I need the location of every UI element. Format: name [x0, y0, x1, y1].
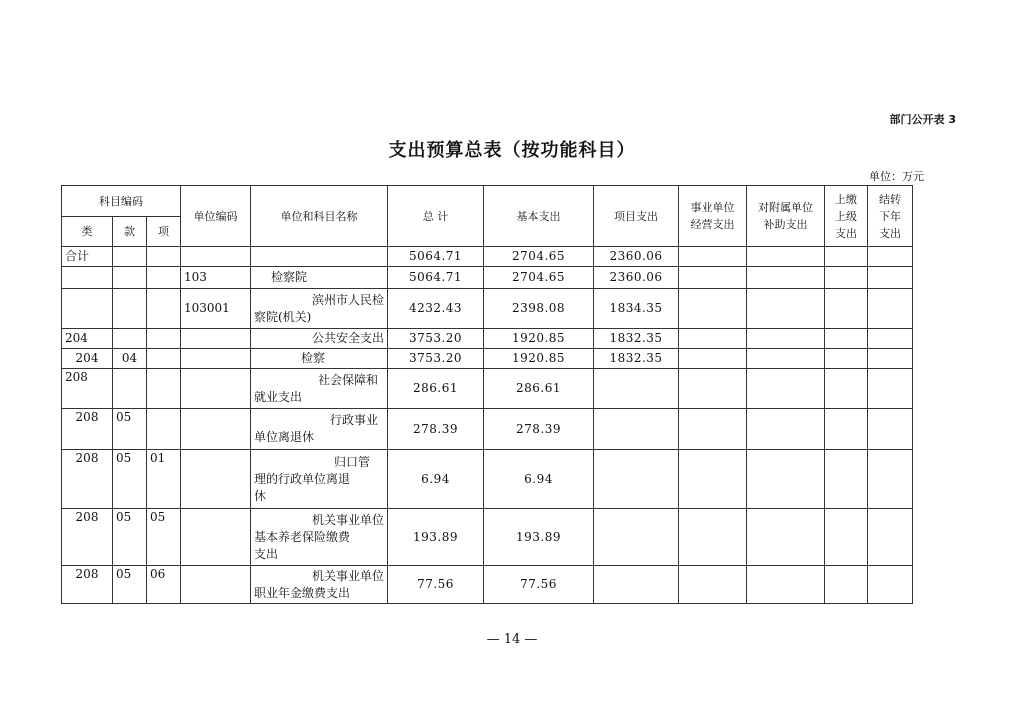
total-header: 总 计: [388, 186, 484, 247]
business-cell: [679, 349, 747, 369]
page-title: 支出预算总表（按功能科目）: [388, 140, 636, 161]
name-cell: [251, 247, 388, 267]
upper-cell: [825, 509, 868, 566]
subsidy-cell: [747, 409, 825, 450]
upper-cell: [825, 289, 868, 329]
table-row: [62, 450, 913, 509]
budget-table: [61, 185, 913, 604]
document-label: 部门公开表 3: [889, 113, 956, 126]
business-cell: [679, 247, 747, 267]
project-header: 项目支出: [594, 186, 679, 247]
section-cell: [113, 247, 147, 267]
upper-cell: [825, 267, 868, 289]
name-cell: [251, 566, 388, 604]
carry-cell: [868, 289, 913, 329]
carry-cell: [868, 450, 913, 509]
item-cell: [147, 289, 181, 329]
name-line: 单位离退休: [254, 430, 315, 444]
item-header: 项: [147, 217, 181, 247]
section-cell: [113, 289, 147, 329]
unit-code-cell: [181, 409, 251, 450]
business-cell: [679, 450, 747, 509]
name-line: 就业支出: [254, 389, 303, 404]
class-cell: [62, 289, 113, 329]
carryover-header: [868, 186, 913, 247]
name-cell: [251, 450, 388, 509]
upper-cell: [825, 450, 868, 509]
name-line: 基本养老保险缴费: [254, 529, 351, 544]
upper-header-line3: 支出: [835, 226, 857, 240]
item-cell: 05: [147, 509, 181, 566]
project-cell: 1832.35: [594, 329, 679, 349]
class-cell: 208: [62, 509, 113, 566]
carry-header-line2: 下年: [879, 209, 901, 223]
subsidy-cell: [747, 349, 825, 369]
upper-cell: [825, 349, 868, 369]
upper-cell: [825, 329, 868, 349]
subsidy-cell: [747, 289, 825, 329]
name-line: 公共安全支出: [311, 331, 384, 345]
unit-code-cell: 103: [181, 267, 251, 289]
name-line: 社会保障和: [317, 372, 378, 387]
section-cell: 04: [113, 349, 147, 369]
name-line: 察院(机关): [254, 309, 312, 324]
carry-cell: [868, 566, 913, 604]
table-row: [62, 267, 913, 289]
project-cell: 2360.06: [594, 247, 679, 267]
business-cell: [679, 289, 747, 329]
name-line: 机关事业单位: [311, 568, 384, 583]
name-line: 检察院: [271, 270, 308, 284]
total-cell: 77.56: [388, 566, 484, 604]
project-cell: [594, 450, 679, 509]
subsidy-cell: [747, 247, 825, 267]
business-header-line1: 事业单位: [690, 201, 735, 214]
item-cell: 06: [147, 566, 181, 604]
table-row: [62, 349, 913, 369]
table-row: [62, 566, 913, 604]
basic-cell: 1920.85: [484, 329, 594, 349]
class-cell: 208: [62, 566, 113, 604]
subsidy-header: [747, 186, 825, 247]
name-line: 职业年金缴费支出: [254, 585, 351, 600]
name-cell: [251, 369, 388, 409]
unit-code-cell: [181, 329, 251, 349]
subsidy-cell: [747, 369, 825, 409]
basic-cell: 2704.65: [484, 267, 594, 289]
business-header-line2: 经营支出: [690, 218, 735, 231]
class-cell: 208: [62, 450, 113, 509]
basic-cell: 2398.08: [484, 289, 594, 329]
project-cell: [594, 369, 679, 409]
item-cell: 01: [147, 450, 181, 509]
table-row: [62, 509, 913, 566]
carry-cell: [868, 349, 913, 369]
basic-cell: 2704.65: [484, 247, 594, 267]
carry-header-line3: 支出: [879, 226, 901, 240]
upper-cell: [825, 409, 868, 450]
project-cell: [594, 509, 679, 566]
name-line: 休: [254, 488, 267, 503]
section-cell: [113, 369, 147, 409]
upper-header-line2: 上级: [835, 209, 857, 223]
header-row-1: [62, 186, 913, 217]
item-cell: [147, 409, 181, 450]
class-cell: 208: [62, 409, 113, 450]
name-cell: [251, 267, 388, 289]
table-row: [62, 329, 913, 349]
unit-code-cell: [181, 349, 251, 369]
carry-cell: [868, 369, 913, 409]
total-cell: 278.39: [388, 409, 484, 450]
name-line: 支出: [254, 546, 279, 561]
section-cell: 05: [113, 409, 147, 450]
business-cell: [679, 509, 747, 566]
name-line: 归口管: [333, 454, 370, 469]
business-cell: [679, 409, 747, 450]
upper-cell: [825, 369, 868, 409]
project-cell: [594, 409, 679, 450]
subsidy-cell: [747, 329, 825, 349]
table-row: [62, 369, 913, 409]
class-cell: [62, 267, 113, 289]
unit-code-header: 单位编码: [181, 186, 251, 247]
unit-code-cell: [181, 566, 251, 604]
item-cell: [147, 247, 181, 267]
carry-cell: [868, 409, 913, 450]
business-cell: [679, 267, 747, 289]
section-cell: [113, 329, 147, 349]
basic-cell: 193.89: [484, 509, 594, 566]
project-cell: [594, 566, 679, 604]
subsidy-cell: [747, 566, 825, 604]
unit-code-cell: [181, 509, 251, 566]
total-cell: 4232.43: [388, 289, 484, 329]
unit-code-cell: [181, 247, 251, 267]
upper-header-line1: 上缴: [835, 192, 857, 206]
basic-cell: 286.61: [484, 369, 594, 409]
carry-cell: [868, 329, 913, 349]
project-cell: 1832.35: [594, 349, 679, 369]
name-cell: [251, 509, 388, 566]
total-cell: 193.89: [388, 509, 484, 566]
class-cell: 合计: [62, 247, 113, 267]
business-cell: [679, 329, 747, 349]
subsidy-header-line2: 补助支出: [763, 218, 808, 231]
upper-payment-header: [825, 186, 868, 247]
project-cell: 1834.35: [594, 289, 679, 329]
table-row: [62, 289, 913, 329]
table-row: [62, 409, 913, 450]
basic-header: 基本支出: [484, 186, 594, 247]
subsidy-cell: [747, 450, 825, 509]
carry-cell: [868, 267, 913, 289]
basic-cell: 77.56: [484, 566, 594, 604]
class-header: 类: [62, 217, 113, 247]
unit-code-cell: [181, 450, 251, 509]
section-cell: 05: [113, 566, 147, 604]
carry-cell: [868, 247, 913, 267]
upper-cell: [825, 566, 868, 604]
class-cell: 208: [62, 369, 113, 409]
name-line: 检察: [301, 351, 326, 365]
item-cell: [147, 349, 181, 369]
section-cell: [113, 267, 147, 289]
subsidy-cell: [747, 267, 825, 289]
business-expense-header: [679, 186, 747, 247]
subsidy-cell: [747, 509, 825, 566]
name-cell: [251, 349, 388, 369]
total-cell: 286.61: [388, 369, 484, 409]
section-header: 款: [113, 217, 147, 247]
carry-cell: [868, 509, 913, 566]
name-line: 机关事业单位: [311, 512, 384, 527]
class-cell: 204: [62, 349, 113, 369]
page-number: — 14 —: [486, 632, 538, 647]
basic-cell: 278.39: [484, 409, 594, 450]
total-cell: 3753.20: [388, 329, 484, 349]
name-line: 行政事业: [329, 413, 378, 427]
name-line: 滨州市人民检: [311, 292, 384, 307]
name-line: 理的行政单位离退: [254, 471, 351, 486]
total-cell: 6.94: [388, 450, 484, 509]
section-cell: 05: [113, 450, 147, 509]
item-cell: [147, 329, 181, 349]
unit-code-cell: 103001: [181, 289, 251, 329]
unit-code-cell: [181, 369, 251, 409]
name-cell: [251, 289, 388, 329]
table-row: [62, 247, 913, 267]
unit-name-header: 单位和科目名称: [251, 186, 388, 247]
business-cell: [679, 369, 747, 409]
class-cell: 204: [62, 329, 113, 349]
basic-cell: 1920.85: [484, 349, 594, 369]
section-cell: 05: [113, 509, 147, 566]
basic-cell: 6.94: [484, 450, 594, 509]
project-cell: 2360.06: [594, 267, 679, 289]
subsidy-header-line1: 对附属单位: [758, 201, 813, 214]
total-cell: 5064.71: [388, 247, 484, 267]
carry-header-line1: 结转: [879, 192, 901, 206]
name-cell: [251, 329, 388, 349]
business-cell: [679, 566, 747, 604]
total-cell: 5064.71: [388, 267, 484, 289]
item-cell: [147, 369, 181, 409]
total-cell: 3753.20: [388, 349, 484, 369]
name-cell: [251, 409, 388, 450]
item-cell: [147, 267, 181, 289]
unit-label: 单位：万元: [869, 170, 924, 183]
upper-cell: [825, 247, 868, 267]
subject-code-header: 科目编码: [62, 186, 181, 217]
